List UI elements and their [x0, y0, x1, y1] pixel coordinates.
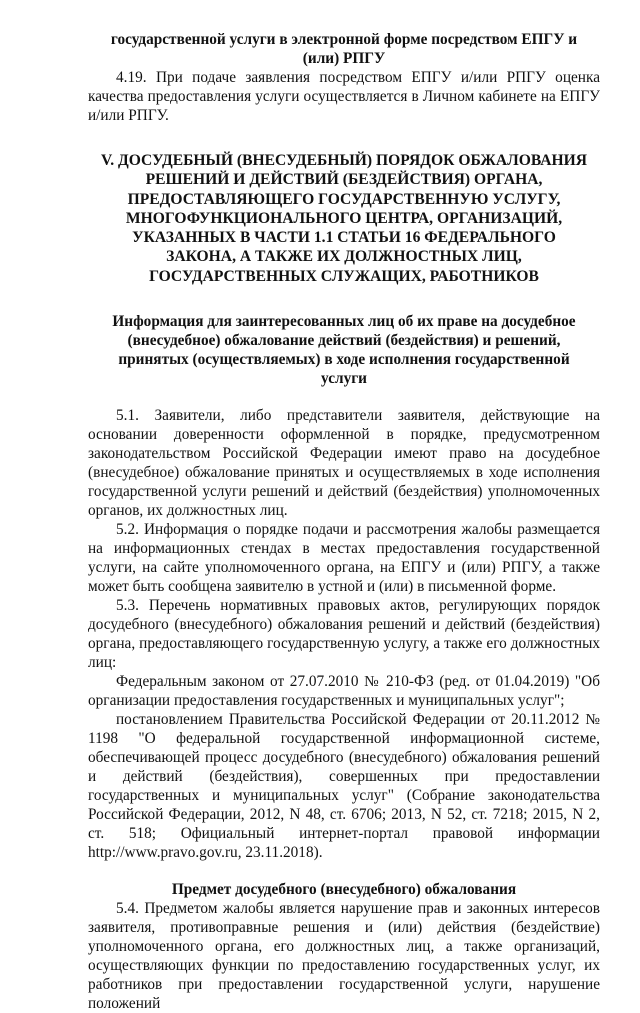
info-heading: Информация для заинтересованных лиц об их праве на досудебное (внесудебное) обжалование действий (бездействия) и решений, принятых (осуществляемых) в ходе исполнения государственной услуги	[112, 313, 576, 388]
document-page	[88, 30, 600, 1013]
law-210-fz: Федеральным законом от 27.07.2010 № 210-ФЗ (ред. от 01.04.2019) "Об организации предоставления государственных и муниципальных услуг";	[88, 673, 600, 710]
section-title: V. ДОСУДЕБНЫЙ (ВНЕСУДЕБНЫЙ) ПОРЯДОК ОБЖАЛОВАНИЯ РЕШЕНИЙ И ДЕЙСТВИЙ (БЕЗДЕЙСТВИЯ) ОРГАНА, ПРЕДОСТАВЛЯЮЩЕГО ГОСУДАРСТВЕННУЮ УСЛУГУ, МНОГОФУНКЦИОНАЛЬНОГО ЦЕНТРА, ОРГАНИЗАЦИЙ, УКАЗАННЫХ В ЧАСТИ 1.1 СТАТЬИ 16 ФЕДЕРАЛЬНОГО ЗАКОНА, А ТАКЖЕ ИХ ДОЛЖНОСТНЫХ ЛИЦ, ГОСУДАРСТВЕННЫХ СЛУЖАЩИХ, РАБОТНИКОВ	[100, 152, 588, 285]
paragraph-5-3: 5.3. Перечень нормативных правовых актов, регулирующих порядок досудебного (внесудебного) обжалования решений и действий (бездействия) органа, предоставляющего государственную услугу, а также его должностных лиц:	[88, 597, 600, 672]
paragraph-5-2: 5.2. Информация о порядке подачи и рассмотрения жалобы размещается на информационных стендах в местах предоставления государственной услуги, на сайте уполномоченного органа, на ЕПГУ и (или) РПГУ, а также может быть сообщена заявителю в устной и (или) в письменной форме.	[88, 521, 600, 596]
paragraph-5-4: 5.4. Предметом жалобы является нарушение прав и законных интересов заявителя, противоправные решения и (или) действия (бездействие) уполномоченного органа, его должностных лиц, а также организаций, осуществляющих функции по предоставлению государственных услуг, их работников при предоставлении государственной услуги, нарушение положений	[88, 900, 600, 1013]
subject-heading: Предмет досудебного (внесудебного) обжалования	[171, 881, 517, 899]
top-heading: государственной услуги в электронной форме посредством ЕПГУ и (или) РПГУ	[110, 31, 578, 67]
paragraph-5-1: 5.1. Заявители, либо представители заявителя, действующие на основании доверенности оформленной в порядке, предусмотренном законодательством Российской Федерации имеют право на досудебное (внесудебное) обжалование принятых и осуществляемых в ходе исполнения государственной услуги решений и действий (бездействия) уполномоченных органов, их должностных лиц.	[88, 407, 600, 520]
paragraph-4-19: 4.19. При подаче заявления посредством ЕПГУ и/или РПГУ оценка качества предоставления услуги осуществляется в Личном кабинете на ЕПГУ и/или РПГУ.	[88, 69, 600, 124]
decree-1198: постановлением Правительства Российской Федерации от 20.11.2012 № 1198 "О федеральной государственной информационной системе, обеспечивающей процесс досудебного (внесудебного) обжалования решений и действий (бездействия), совершенных при предоставлении государственных и муниципальных услуг" (Собрание законодательства Российской Федерации, 2012, N 48, ст. 6706; 2013, N 52, ст. 7218; 2015, N 2, ст. 518; Официальный интернет-портал правовой информации http://www.pravo.gov.ru, 23.11.2018).	[88, 711, 600, 862]
